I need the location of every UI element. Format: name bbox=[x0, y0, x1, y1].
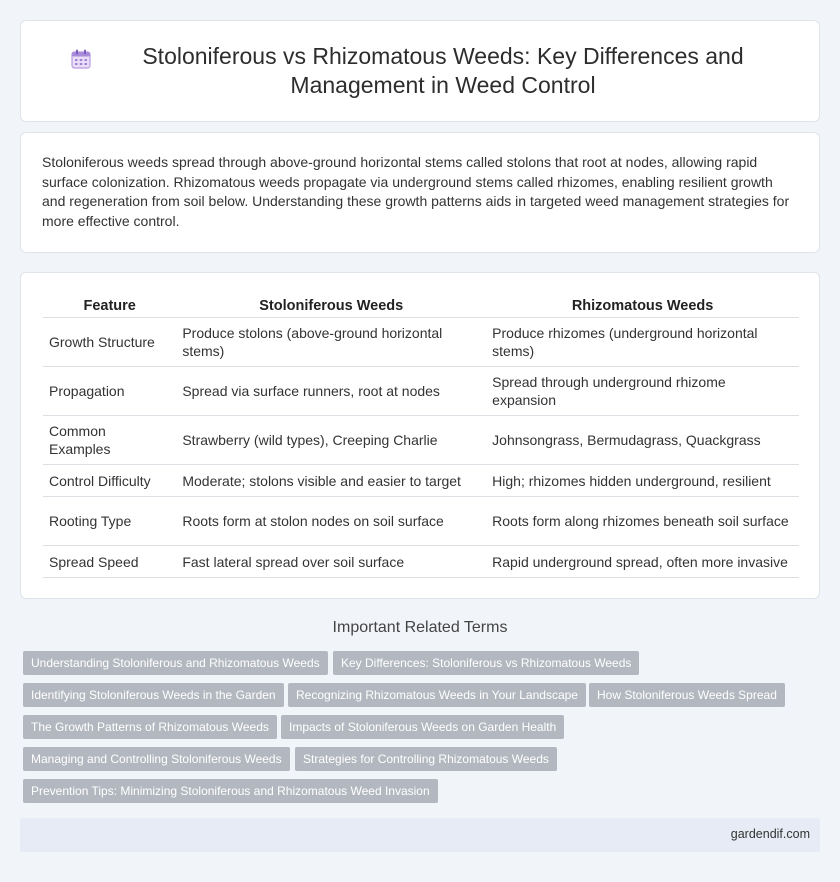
related-term-tag[interactable]: Managing and Controlling Stoloniferous Weeds bbox=[23, 747, 290, 771]
table-cell: Fast lateral spread over soil surface bbox=[176, 546, 486, 578]
table-cell: Spread Speed bbox=[43, 546, 176, 578]
related-term-tag[interactable]: Identifying Stoloniferous Weeds in the Garden bbox=[23, 683, 284, 707]
table-cell: Control Difficulty bbox=[43, 465, 176, 497]
comparison-table bbox=[43, 293, 799, 578]
page-title: Stoloniferous vs Rhizomatous Weeds: Key Differences and Management in Weed Control bbox=[142, 43, 744, 98]
header-card bbox=[20, 20, 820, 122]
table-cell: Produce stolons (above-ground horizontal stems) bbox=[176, 318, 486, 367]
table-row bbox=[43, 416, 799, 465]
table-cell: Roots form along rhizomes beneath soil surface bbox=[486, 497, 799, 546]
related-term-tag[interactable]: Strategies for Controlling Rhizomatous Weeds bbox=[295, 747, 557, 771]
comparison-table-card bbox=[20, 272, 820, 599]
table-cell: Spread via surface runners, root at nodes bbox=[176, 367, 486, 416]
related-term-tag[interactable]: The Growth Patterns of Rhizomatous Weeds bbox=[23, 715, 277, 739]
table-cell: Roots form at stolon nodes on soil surface bbox=[176, 497, 486, 546]
table-row bbox=[43, 546, 799, 578]
table-row bbox=[43, 318, 799, 367]
table-cell: High; rhizomes hidden underground, resilient bbox=[486, 465, 799, 497]
related-term-tag[interactable]: Understanding Stoloniferous and Rhizomatous Weeds bbox=[23, 651, 328, 675]
table-cell: Common Examples bbox=[43, 416, 176, 465]
footer-bar bbox=[20, 818, 820, 852]
column-header: Rhizomatous Weeds bbox=[486, 293, 799, 318]
table-cell: Rooting Type bbox=[43, 497, 176, 546]
table-cell: Growth Structure bbox=[43, 318, 176, 367]
table-row bbox=[43, 465, 799, 497]
table-header-row bbox=[43, 293, 799, 318]
table-cell: Propagation bbox=[43, 367, 176, 416]
intro-card bbox=[20, 132, 820, 253]
intro-text: Stoloniferous weeds spread through above-ground horizontal stems called stolons that root at nodes, allowing rapid surface colonization. Rhizomatous weeds propagate via underground stems called rhizomes, enabling resilient growth and regeneration from soil below. Understanding these growth patterns aids in targeted weed management strategies for more effective control. bbox=[42, 154, 790, 229]
related-term-tag[interactable]: How Stoloniferous Weeds Spread bbox=[589, 683, 785, 707]
table-row bbox=[43, 497, 799, 546]
table-cell: Strawberry (wild types), Creeping Charlie bbox=[176, 416, 486, 465]
table-cell: Rapid underground spread, often more invasive bbox=[486, 546, 799, 578]
table-row bbox=[43, 367, 799, 416]
calendar-icon bbox=[70, 48, 92, 70]
site-name[interactable]: gardendif.com bbox=[730, 827, 810, 841]
column-header: Feature bbox=[43, 293, 176, 318]
related-term-tag[interactable]: Recognizing Rhizomatous Weeds in Your Landscape bbox=[288, 683, 586, 707]
table-cell: Spread through underground rhizome expansion bbox=[486, 367, 799, 416]
column-header: Stoloniferous Weeds bbox=[176, 293, 486, 318]
related-term-tag[interactable]: Impacts of Stoloniferous Weeds on Garden Health bbox=[281, 715, 564, 739]
table-cell: Produce rhizomes (underground horizontal stems) bbox=[486, 318, 799, 367]
table-cell: Johnsongrass, Bermudagrass, Quackgrass bbox=[486, 416, 799, 465]
related-terms-title: Important Related Terms bbox=[332, 619, 508, 636]
related-term-tag[interactable]: Prevention Tips: Minimizing Stoloniferous and Rhizomatous Weed Invasion bbox=[23, 779, 438, 803]
table-cell: Moderate; stolons visible and easier to target bbox=[176, 465, 486, 497]
related-term-tag[interactable]: Key Differences: Stoloniferous vs Rhizomatous Weeds bbox=[333, 651, 639, 675]
